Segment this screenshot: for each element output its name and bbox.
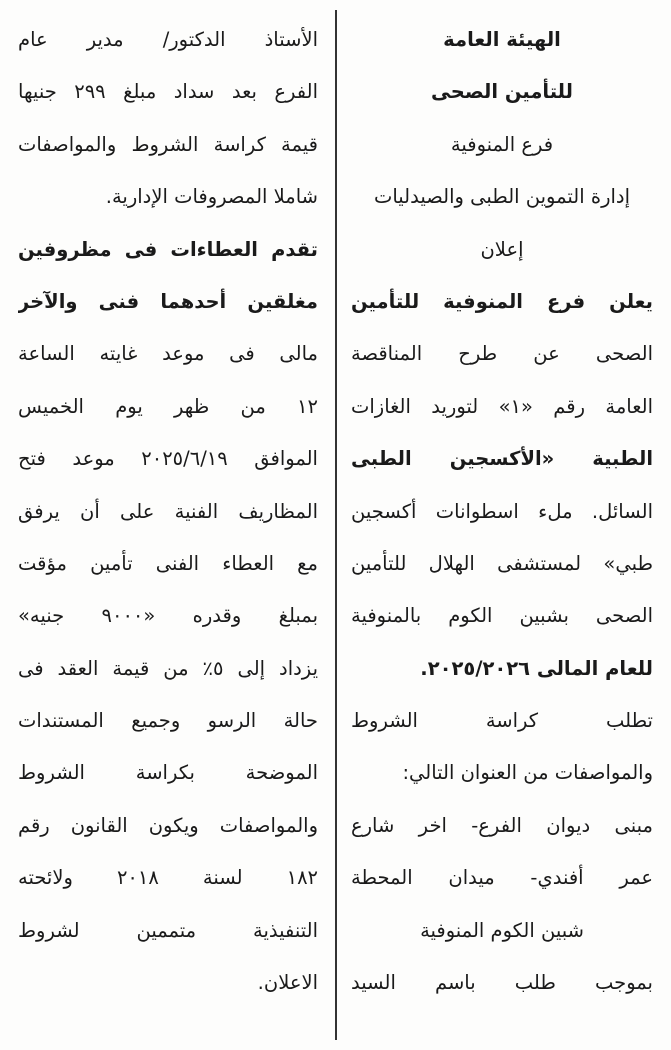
body-line: يعلن فرع المنوفية للتأمين xyxy=(351,289,653,313)
body-line: العامة رقم «١» لتوريد الغازات xyxy=(351,394,653,418)
body-line: بمبلغ وقدره «٩٠٠٠ جنيه» xyxy=(18,604,318,628)
body-line: ١٨٢ لسنة ٢٠١٨ ولائحته xyxy=(18,866,318,890)
body-line: قيمة كراسة الشروط والمواصفات xyxy=(18,132,318,156)
body-line: للعام المالى ٢٠٢٥/٢٠٢٦. xyxy=(420,656,653,680)
column-divider xyxy=(335,10,337,1040)
body-line: بموجب طلب باسم السيد xyxy=(351,971,653,995)
body-line: طبي» لمستشفى الهلال للتأمين xyxy=(351,551,653,575)
body-line: الصحى بشبين الكوم بالمنوفية xyxy=(351,604,653,628)
body-line: تقدم العطاءات فى مظروفين xyxy=(18,237,318,261)
body-line: تطلب كراسة الشروط xyxy=(351,709,653,733)
body-line: مالى فى موعد غايته الساعة xyxy=(18,342,318,366)
department-name: إدارة التموين الطبى والصيدليات xyxy=(373,185,631,209)
right-column xyxy=(351,14,653,1009)
body-line: شاملا المصروفات الإدارية. xyxy=(105,185,318,209)
org-name-line-1: الهيئة العامة xyxy=(443,28,561,51)
body-line: الموافق ٢٠٢٥/٦/١٩ موعد فتح xyxy=(18,447,318,471)
body-line: الطبية «الأكسجين الطبى xyxy=(351,447,653,471)
body-line: الفرع بعد سداد مبلغ ٢٩٩ جنيها xyxy=(18,80,318,104)
body-line: مع العطاء الفنى تأمين مؤقت xyxy=(18,551,318,575)
body-line: المظاريف الفنية على أن يرفق xyxy=(18,499,318,523)
body-line: والمواصفات من العنوان التالي: xyxy=(402,761,653,785)
body-line: ١٢ من ظهر يوم الخميس xyxy=(18,394,318,418)
body-line: يزداد إلى ٥٪ من قيمة العقد فى xyxy=(18,656,318,680)
body-line: والمواصفات ويكون القانون رقم xyxy=(18,813,318,837)
left-column xyxy=(18,14,318,1009)
body-line: حالة الرسو وجميع المستندات xyxy=(18,709,318,733)
body-line: الاعلان. xyxy=(257,971,318,995)
body-line: التنفيذية متممين لشروط xyxy=(18,918,318,942)
announcement-heading: إعلان xyxy=(480,237,524,261)
body-line: الأستاذ الدكتور/ مدير عام xyxy=(18,28,318,51)
body-line: مغلقين أحدهما فنى والآخر xyxy=(18,289,318,313)
body-line: الصحى عن طرح المناقصة xyxy=(351,342,653,366)
body-line: مبنى ديوان الفرع- اخر شارع xyxy=(351,813,653,837)
branch-name: فرع المنوفية xyxy=(450,132,554,156)
body-line: الموضحة بكراسة الشروط xyxy=(18,761,318,785)
body-line: عمر أفندي- ميدان المحطة xyxy=(351,866,653,890)
body-line: السائل. ملء اسطوانات أكسجين xyxy=(351,499,653,523)
org-name-line-2: للتأمين الصحى xyxy=(431,80,573,104)
body-line: شبين الكوم المنوفية xyxy=(420,918,584,942)
